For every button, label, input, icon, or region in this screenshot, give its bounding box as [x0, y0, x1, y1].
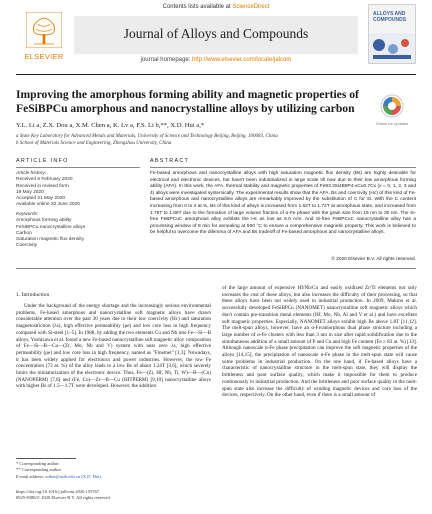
history-label: Article history: — [16, 171, 47, 176]
section-divider — [16, 268, 416, 269]
abstract-rule — [150, 167, 416, 168]
journal-title[interactable]: Journal of Alloys and Compounds — [123, 26, 309, 41]
history-line: 19 May 2020 — [16, 189, 44, 195]
email-line — [16, 474, 216, 480]
publisher-name: ELSEVIER — [24, 52, 64, 61]
intro-paragraph-continued: of the large amount of expensive Hf/Nb/Co and easily oxidized Zr/Ti elements not only increases the cost of these alloys, but also increases the difficulty of their processing, so that these alloys have been not widely used in industrial production. In 2009, Makino et al. successfully developed FeSiBPCu (NANOMET) nanocrystalline soft magnetic alloys which don't contain pre-transition metal elements (Hf, Mo, Nb, Al and V et al.) and have excellent soft magnetic properties. Especially, NANOMET alloys exhibit high Bs above 1.8T [11,12]. The melt-spun alloys, however, have an α-Fe/amorphous dual phase structure including a large number of α-Fe clusters with less than 3 nm in size after rapid solidification due to the simultaneous addition of a small amount of P and Cu and high Fe content (Fe ≥ 83 at. %) [13]. Although nanoscale α-Fe phase precipitation can improve the soft magnetic properties of the alloys [14,15], the precipitation of nanoscale α-Fe phase in the melt-spun state will cause some problems in industrial production. On the one hand, if Fe-based alloys have a characteristic of nanocrystalline structure in the melt-spun state, they will display the brittleness and poor surface quality, which make it impossible for them to produce continuously in industrial production. And the brittleness and poor surface quality in the melt-spun state also increase the difficulty of winding magnetic devices and core loss of the devices, respectively. On the other hand, even if there is a small amount of — [222, 285, 417, 399]
crossmark-icon — [375, 93, 409, 121]
article-title: Improving the amorphous forming ability and magnetic properties of FeSiBPCu amorphous and nanocrystalline alloys by utilizing carbon — [16, 88, 359, 115]
doi-link[interactable]: https://doi.org/10.1016/j.jallcom.2020.155767 — [16, 489, 100, 494]
keyword-item: FeSiBPCu nanocrystalline alloys — [16, 224, 86, 230]
keyword-item: Coercivity — [16, 243, 38, 249]
article-history — [16, 171, 140, 209]
body-right-column — [222, 285, 417, 508]
journal-title-band — [74, 16, 358, 54]
sciencedirect-link[interactable]: ScienceDirect — [232, 4, 270, 10]
cover-artwork — [369, 33, 415, 63]
keyword-item: Carbon — [16, 230, 32, 236]
email-label: E-mail address: — [16, 474, 45, 479]
journal-cover-thumbnail[interactable] — [368, 4, 416, 64]
abstract-heading: ABSTRACT — [150, 158, 190, 164]
corresponding-author-note-2: ** Corresponding author. — [16, 467, 62, 472]
keywords-label: Keywords: — [16, 212, 39, 217]
abstract-body: Fe-based amorphous and nanocrystalline alloys with high saturation magnetic flux density (Bs) are highly desirable for electrical and electronic devices, but have't been industrialized in large scale till now due to their low amorphous forming ability (AFA). In this work, the AFA, thermal stability and magnetic properties of Fe83.3Si4B8P4-xCu0.7Cx (x = 0, 1, 2, 3 and 4) alloys were investigated systemically. The experimental results show that the AFA, Bs and coercivity (Hc) of this kind of Fe-based amorphous and nanocrystalline alloys are remarkably improved by the substitution of C for Si. With the C content increasing from 0 to 4 at.%, Bs of this kind of alloys is increased from 1.62T to 1.72T at amorphous state, and increased from 1.78T to 1.86T due to the formation of large volume fraction of α-Fe phase with the grain size from 15 nm to 30 nm. The Si-free FeBPCuC amorphous alloy exhibits the Hc as low as 6.0 A/m. And Si-free FeBPCuC nanocrystalline alloy has a processing window of 9 min for annealing at 500 °C to ensure a comprehensive magnetic property. This work is believed to be helpful to overcome the dilemma of AFA and Bs tradeoff of Fe-based amorphous and nanocrystalline alloys. — [150, 171, 416, 236]
elsevier-tree-icon — [26, 12, 62, 48]
email-link[interactable]: xdhui@ustb.edu.cn (X.D. Hui). — [45, 474, 103, 479]
history-line: Received in revised form — [16, 183, 69, 189]
publisher-logo — [16, 12, 72, 66]
info-rule — [16, 167, 140, 168]
history-line: Received 5 February 2020 — [16, 177, 73, 183]
introduction-heading: 1. Introduction — [16, 292, 50, 298]
check-for-updates-badge[interactable] — [375, 93, 409, 129]
crossmark-label: Check for updates — [375, 121, 409, 126]
homepage-prefix: journal homepage: — [140, 57, 191, 63]
homepage-url-link[interactable]: http://www.elsevier.com/locate/jalcom — [192, 57, 292, 63]
article-info-heading: ARTICLE INFO — [16, 158, 69, 164]
affiliation-b: b School of Materials Science and Engineering, Zhengzhou University, China — [16, 141, 172, 146]
contents-prefix: Contents lists available at — [162, 4, 231, 10]
keyword-item: Amorphous forming ability — [16, 218, 72, 224]
contents-line — [74, 4, 358, 14]
author-list: Y.L. Li a, Z.X. Dou a, X.M. Chen a, K. Lv a, F.S. Li b,**, X.D. Hui a,* — [16, 122, 205, 129]
intro-paragraph: Under the background of the energy shortage and the increasingly serious environmental problems, Fe-based amorphous and nanocrystalline soft magnetic alloys have drawn considerable attention over the past 30 years due to their low coercivity (Hc) and saturation magnetostriction (λs), high effective permeability (μe) and low core loss in high frequency compared with Si-steel [1–5]. In 1988, by adding the two elements Cu and Nb into Fe—Si—B alloys, Yoshizawa et al. found a new Fe-based nanocrystalline soft magnetic alloy composition of Fe—Si—B—Cu—(Zr, Mo, Nb and V) system with near zero λs, high effective permeability (μe) and low core loss in high frequency, named as "Finemet" [1,3]. Nowadays, it has been widely applied for electronics and power industries. However, the low Fe concentration (73 at. %) of the alloy leads to a low Bs of about 1.24T [3,6], which severely limits the miniaturization of the electronic device. Thus, Fe—(Zr, Hf, Nb, Ti, W)—B—(Cu) (NANOPERM) [7,8] and (Fe, Co)—Zr—B—Cu (HITPERM) [9,10] nanocrystalline alloys with higher Bs of 1.5—1.7T were developed. However, the addition — [16, 303, 211, 390]
journal-header — [16, 4, 416, 70]
body-left-column — [16, 303, 211, 455]
footnote-rule — [16, 458, 76, 459]
corresponding-author-note: * Corresponding author. — [16, 461, 60, 466]
affiliation-a: a State Key Laboratory for Advanced Metals and Materials, University of Science and Technology Beijing, Beijing, 100083, China — [16, 134, 278, 139]
abstract-copyright: © 2020 Elsevier B.V. All rights reserved. — [331, 257, 416, 262]
keywords-block — [16, 212, 140, 250]
issn-line: 0925-8388/© 2020 Elsevier B.V. All rights reserved. — [16, 495, 111, 500]
history-line: Accepted 21 May 2020 — [16, 196, 66, 202]
cover-title: ALLOYS AND COMPOUNDS — [373, 11, 407, 23]
journal-homepage-line — [74, 57, 358, 63]
keyword-item: Saturation magnetic flux density — [16, 237, 84, 243]
header-rule — [16, 74, 416, 75]
history-line: Available online 20 June 2020 — [16, 202, 80, 208]
